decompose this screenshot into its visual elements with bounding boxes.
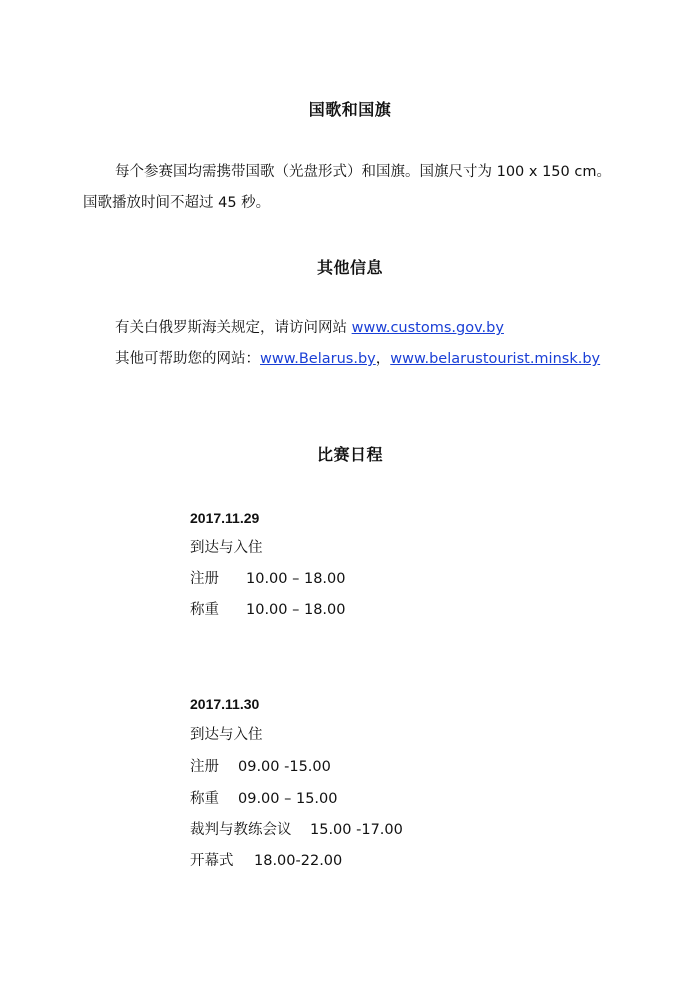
day2-meeting-time: 15.00 -17.00 bbox=[310, 822, 403, 838]
customs-info-text: 有关白俄罗斯海关规定，请访问网站 bbox=[115, 320, 352, 336]
day1-date: 2017.11.29 bbox=[190, 510, 260, 526]
customs-info-line bbox=[115, 318, 504, 338]
day1-registration-time: 10.00 – 18.00 bbox=[246, 571, 346, 587]
day1-weighing-row bbox=[190, 600, 346, 620]
day2-opening-row bbox=[190, 851, 342, 871]
day2-meeting-label: 裁判与教练会议 bbox=[190, 822, 292, 838]
anthem-flag-heading: 国歌和国旗 bbox=[308, 100, 392, 119]
day2-weighing-row bbox=[190, 789, 338, 809]
day2-registration-time: 09.00 -15.00 bbox=[238, 759, 331, 775]
day2-opening-label: 开幕式 bbox=[190, 853, 234, 869]
anthem-flag-paragraph-line1: 每个参赛国均需携带国歌（光盘形式）和国旗。国旗尺寸为 100 x 150 cm。 bbox=[115, 164, 611, 180]
day1-registration-label: 注册 bbox=[190, 571, 219, 587]
day2-registration-row bbox=[190, 757, 331, 777]
anthem-flag-paragraph-line2: 国歌播放时间不超过 45 秒。 bbox=[83, 195, 271, 211]
day1-registration-row bbox=[190, 569, 346, 589]
day2-weighing-label: 称重 bbox=[190, 791, 219, 807]
day2-opening-time: 18.00-22.00 bbox=[254, 853, 343, 869]
belarus-website-link[interactable]: www.Belarus.by bbox=[260, 351, 376, 367]
day2-registration-label: 注册 bbox=[190, 759, 219, 775]
day2-meeting-row bbox=[190, 820, 403, 840]
day1-weighing-label: 称重 bbox=[190, 602, 219, 618]
other-info-heading: 其他信息 bbox=[316, 258, 383, 277]
day2-date: 2017.11.30 bbox=[190, 696, 260, 712]
day2-weighing-time: 09.00 – 15.00 bbox=[238, 791, 338, 807]
schedule-heading: 比赛日程 bbox=[316, 445, 383, 464]
link-separator: ， bbox=[375, 351, 391, 367]
other-websites-line bbox=[115, 349, 600, 369]
day1-weighing-time: 10.00 – 18.00 bbox=[246, 602, 346, 618]
other-websites-text: 其他可帮助您的网站： bbox=[115, 351, 260, 367]
day2-arrival: 到达与入住 bbox=[190, 727, 263, 743]
belarustourist-website-link[interactable]: www.belarustourist.minsk.by bbox=[390, 351, 601, 367]
day1-arrival: 到达与入住 bbox=[190, 540, 263, 556]
customs-website-link[interactable]: www.customs.gov.by bbox=[351, 320, 504, 336]
